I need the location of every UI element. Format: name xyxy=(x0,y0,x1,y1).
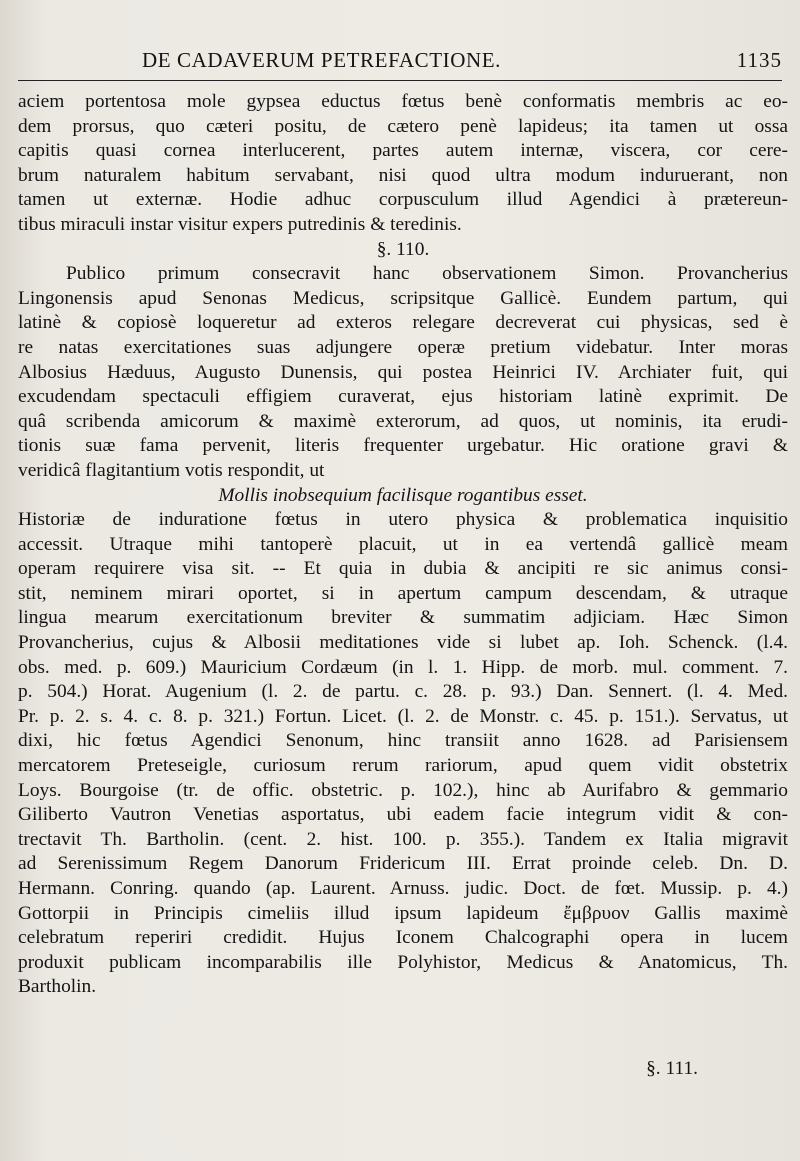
text-line: tamen ut externæ. Hodie adhuc corpusculum illud Agendici à prætereun- xyxy=(18,189,788,211)
text-line: capitis quasi cornea interlucerent, partes autem internæ, viscera, cor cere- xyxy=(18,140,788,162)
text-line: Publico primum consecravit hanc observationem Simon. Provancherius xyxy=(66,263,788,285)
text-line: veridicâ flagitantium votis respondit, ut xyxy=(18,459,325,481)
catchword: §. 111. xyxy=(646,1058,698,1079)
text-line: excudendam spectaculi effigiem curaverat, ejus historiam latinè exprimit. De xyxy=(18,386,788,408)
text-line: latinè & copiosè loqueretur ad exteros relegare decreverat cui physicas, sed è xyxy=(18,312,788,334)
text-line: stit, neminem mirari oportet, si in apertum campum descendam, & utraque xyxy=(18,582,788,604)
text-line: tibus miraculi instar visitur expers putredinis & teredinis. xyxy=(18,213,462,235)
text-line: operam requirere visa sit. -- Et quia in dubia & ancipiti re sic animus consi- xyxy=(18,558,788,580)
text-line: celebratum reperiri credidit. Hujus Iconem Chalcographi opera in lucem xyxy=(18,927,788,949)
text-line: ad Serenissimum Regem Danorum Fridericum III. Errat proinde celeb. Dn. D. xyxy=(18,853,788,875)
text-line: trectavit Th. Bartholin. (cent. 2. hist. 100. p. 355.). Tandem ex Italia migravit xyxy=(18,828,788,850)
section-heading: §. 110. xyxy=(376,238,430,260)
text-line: tionis suæ fama pervenit, literis frequenter urgebatur. Hic oratione gravi & xyxy=(18,435,788,457)
text-line: Giliberto Vautron Venetias asportatus, ubi eadem facie integrum vidit & con- xyxy=(18,804,788,826)
page-number: 1135 xyxy=(736,48,782,72)
text-line: Bartholin. xyxy=(18,976,97,998)
text-line: accessit. Utraque mihi tantoperè placuit, ut in ea vertendâ gallicè meam xyxy=(18,533,788,555)
text-line: Gottorpii in Principis cimeliis illud ipsum lapideum ἔμβρυον Gallis maximè xyxy=(18,902,788,924)
header-rule xyxy=(18,80,782,81)
running-head-title: DE CADAVERUM PETREFACTIONE. xyxy=(142,48,502,72)
text-line: Pr. p. 2. s. 4. c. 8. p. 321.) Fortun. Licet. (l. 2. de Monstr. c. 45. p. 151.). Servatus, ut xyxy=(18,705,788,727)
text-line: produxit publicam incomparabilis ille Polyhistor, Medicus & Anatomicus, Th. xyxy=(18,951,788,973)
text-line: brum naturalem habitum servabant, nisi quod ultra modum induruerant, non xyxy=(18,164,788,186)
verse-quotation: Mollis inobsequium facilisque rogantibus esset. xyxy=(218,484,588,506)
text-line: re natas exercitationes suas adjungere operæ pretium videbatur. Inter moras xyxy=(18,336,788,358)
text-line: obs. med. p. 609.) Mauricium Cordæum (in l. 1. Hipp. de morb. mul. comment. 7. xyxy=(18,656,788,678)
text-line: Lingonensis apud Senonas Medicus, scripsitque Gallicè. Eundem partum, qui xyxy=(18,287,788,309)
body-text xyxy=(18,90,788,1000)
text-line: mercatorem Preteseigle, curiosum rerum rariorum, apud quem vidit obstetrix xyxy=(18,755,788,777)
text-line: dem prorsus, quo cæteri positu, de cætero penè lapideus; ita tamen ut ossa xyxy=(18,115,788,137)
text-line: Albosius Hæduus, Augusto Dunensis, qui postea Heinrici IV. Archiater fuit, qui xyxy=(18,361,788,383)
text-line: aciem portentosa mole gypsea eductus fœtus benè conformatis membris ac eo- xyxy=(18,91,788,112)
text-line: p. 504.) Horat. Augenium (l. 2. de partu. c. 28. p. 93.) Dan. Sennert. (l. 4. Med. xyxy=(18,681,788,703)
running-head xyxy=(142,48,782,78)
text-line: Provancherius, cujus & Albosii meditationes vide si lubet ap. Ioh. Schenck. (l.4. xyxy=(18,632,788,654)
text-line: Historiæ de induratione fœtus in utero physica & problematica inquisitio xyxy=(18,509,788,531)
text-line: Loys. Bourgoise (tr. de offic. obstetric. p. 102.), hinc ab Aurifabro & gemmario xyxy=(18,779,788,801)
footer-line xyxy=(18,1058,788,1084)
text-line: dixi, hic fœtus Agendici Senonum, hinc transiit anno 1628. ad Parisiensem xyxy=(18,730,788,752)
text-line: lingua mearum exercitationum breviter & summatim adjiciam. Hæc Simon xyxy=(18,607,788,629)
text-line: quâ scribenda amicorum & maximè exterorum, ad quos, ut nominis, ita erudi- xyxy=(18,410,788,432)
text-line: Hermann. Conring. quando (ap. Laurent. Arnuss. judic. Doct. de fœt. Mussip. p. 4.) xyxy=(18,878,788,899)
